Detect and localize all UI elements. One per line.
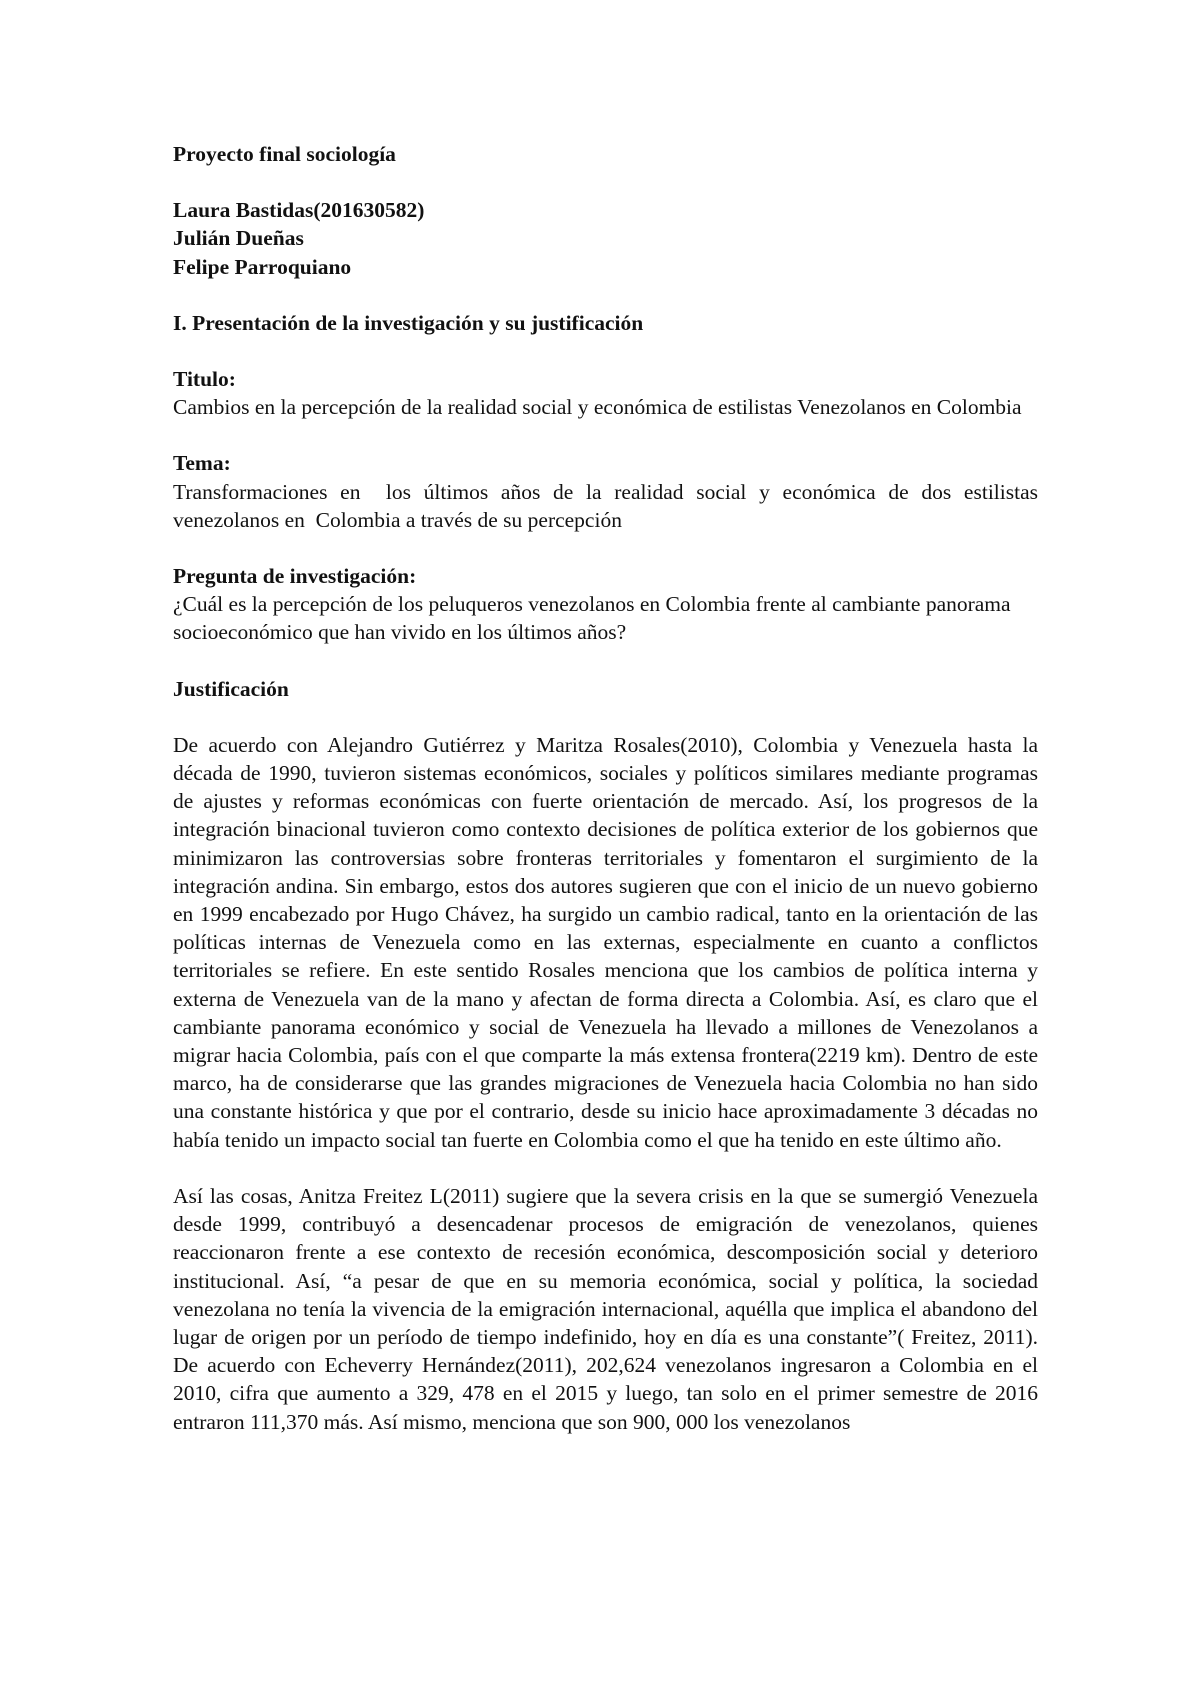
spacer <box>173 168 1038 196</box>
spacer <box>173 647 1038 675</box>
spacer <box>173 281 1038 309</box>
pregunta-label: Pregunta de investigación: <box>173 564 417 589</box>
spacer <box>173 534 1038 562</box>
author-name: Felipe Parroquiano <box>173 254 352 279</box>
tema-label: Tema: <box>173 451 231 476</box>
author-name: Julián Dueñas <box>173 226 304 251</box>
section-title: I. Presentación de la investigación y su justificación <box>173 310 644 335</box>
justificacion-paragraph: Así las cosas, Anitza Freitez L(2011) sugiere que la severa crisis en la que se sumergió Venezuela desde 1999, contribuyó a desencadenar procesos de emigración de venezolanos, quienes reaccionaron frente a ese contexto de recesión económica, descomposición social y deterioro institucional. Así, “a pesar de que en su memoria económica, social y política, la sociedad venezolana no tenía la vivencia de la emigración internacional, aquélla que implica el abandono del lugar de origen por un período de tiempo indefinido, hoy en día es una constante”( Freitez, 2011). De acuerdo con Echeverry Hernández(2011), 202,624 venezolanos ingresaron a Colombia en el 2010, cifra que aumento a 329, 478 en el 2015 y luego, tan solo en el primer semestre de 2016 entraron 111,370 más. Así mismo, menciona que son 900, 000 los venezolanos <box>173 1183 1038 1434</box>
document-page <box>173 140 1044 1436</box>
spacer <box>173 703 1038 731</box>
justificacion-label: Justificación <box>173 676 289 701</box>
document-heading: Proyecto final sociología <box>173 142 396 166</box>
titulo-label: Titulo: <box>173 367 236 392</box>
titulo-text: Cambios en la percepción de la realidad social y económica de estilistas Venezolanos en Colombia <box>173 395 1022 420</box>
spacer <box>173 337 1038 365</box>
justificacion-paragraph: De acuerdo con Alejandro Gutiérrez y Maritza Rosales(2010), Colombia y Venezuela hasta la década de 1990, tuvieron sistemas económicos, sociales y políticos similares mediante programas de ajustes y reformas económicas con fuerte orientación de mercado. Así, los progresos de la integración binacional tuvieron como contexto decisiones de política exterior de los gobiernos que minimizaron las controversias sobre fronteras territoriales y fomentaron el surgimiento de la integración andina. Sin embargo, estos dos autores sugieren que con el inicio de un nuevo gobierno en 1999 encabezado por Hugo Chávez, ha surgido un cambio radical, tanto en la orientación de las políticas internas de Venezuela como en las externas, especialmente en cuanto a conflictos territoriales se refiere. En este sentido Rosales menciona que los cambios de política interna y externa de Venezuela van de la mano y afectan de forma directa a Colombia. Así, es claro que el cambiante panorama económico y social de Venezuela ha llevado a millones de Venezolanos a migrar hacia Colombia, país con el que comparte la más extensa frontera(2219 km). Dentro de este marco, ha de considerarse que las grandes migraciones de Venezuela hacia Colombia no han sido una constante histórica y que por el contrario, desde su inicio hace aproximadamente 3 décadas no había tenido un impacto social tan fuerte en Colombia como el que ha tenido en este último año. <box>173 732 1038 1152</box>
spacer <box>173 1154 1038 1182</box>
author-name: Laura Bastidas(201630582) <box>173 198 425 223</box>
spacer <box>173 421 1038 449</box>
pregunta-text: ¿Cuál es la percepción de los peluqueros venezolanos en Colombia frente al cambiante panorama socioeconómico que han vivido en los últimos años? <box>173 592 1011 645</box>
author-list <box>173 196 1038 281</box>
tema-text: Transformaciones en los últimos años de la realidad social y económica de dos estilistas venezolanos en Colombia a través de su percepción <box>173 479 1044 532</box>
